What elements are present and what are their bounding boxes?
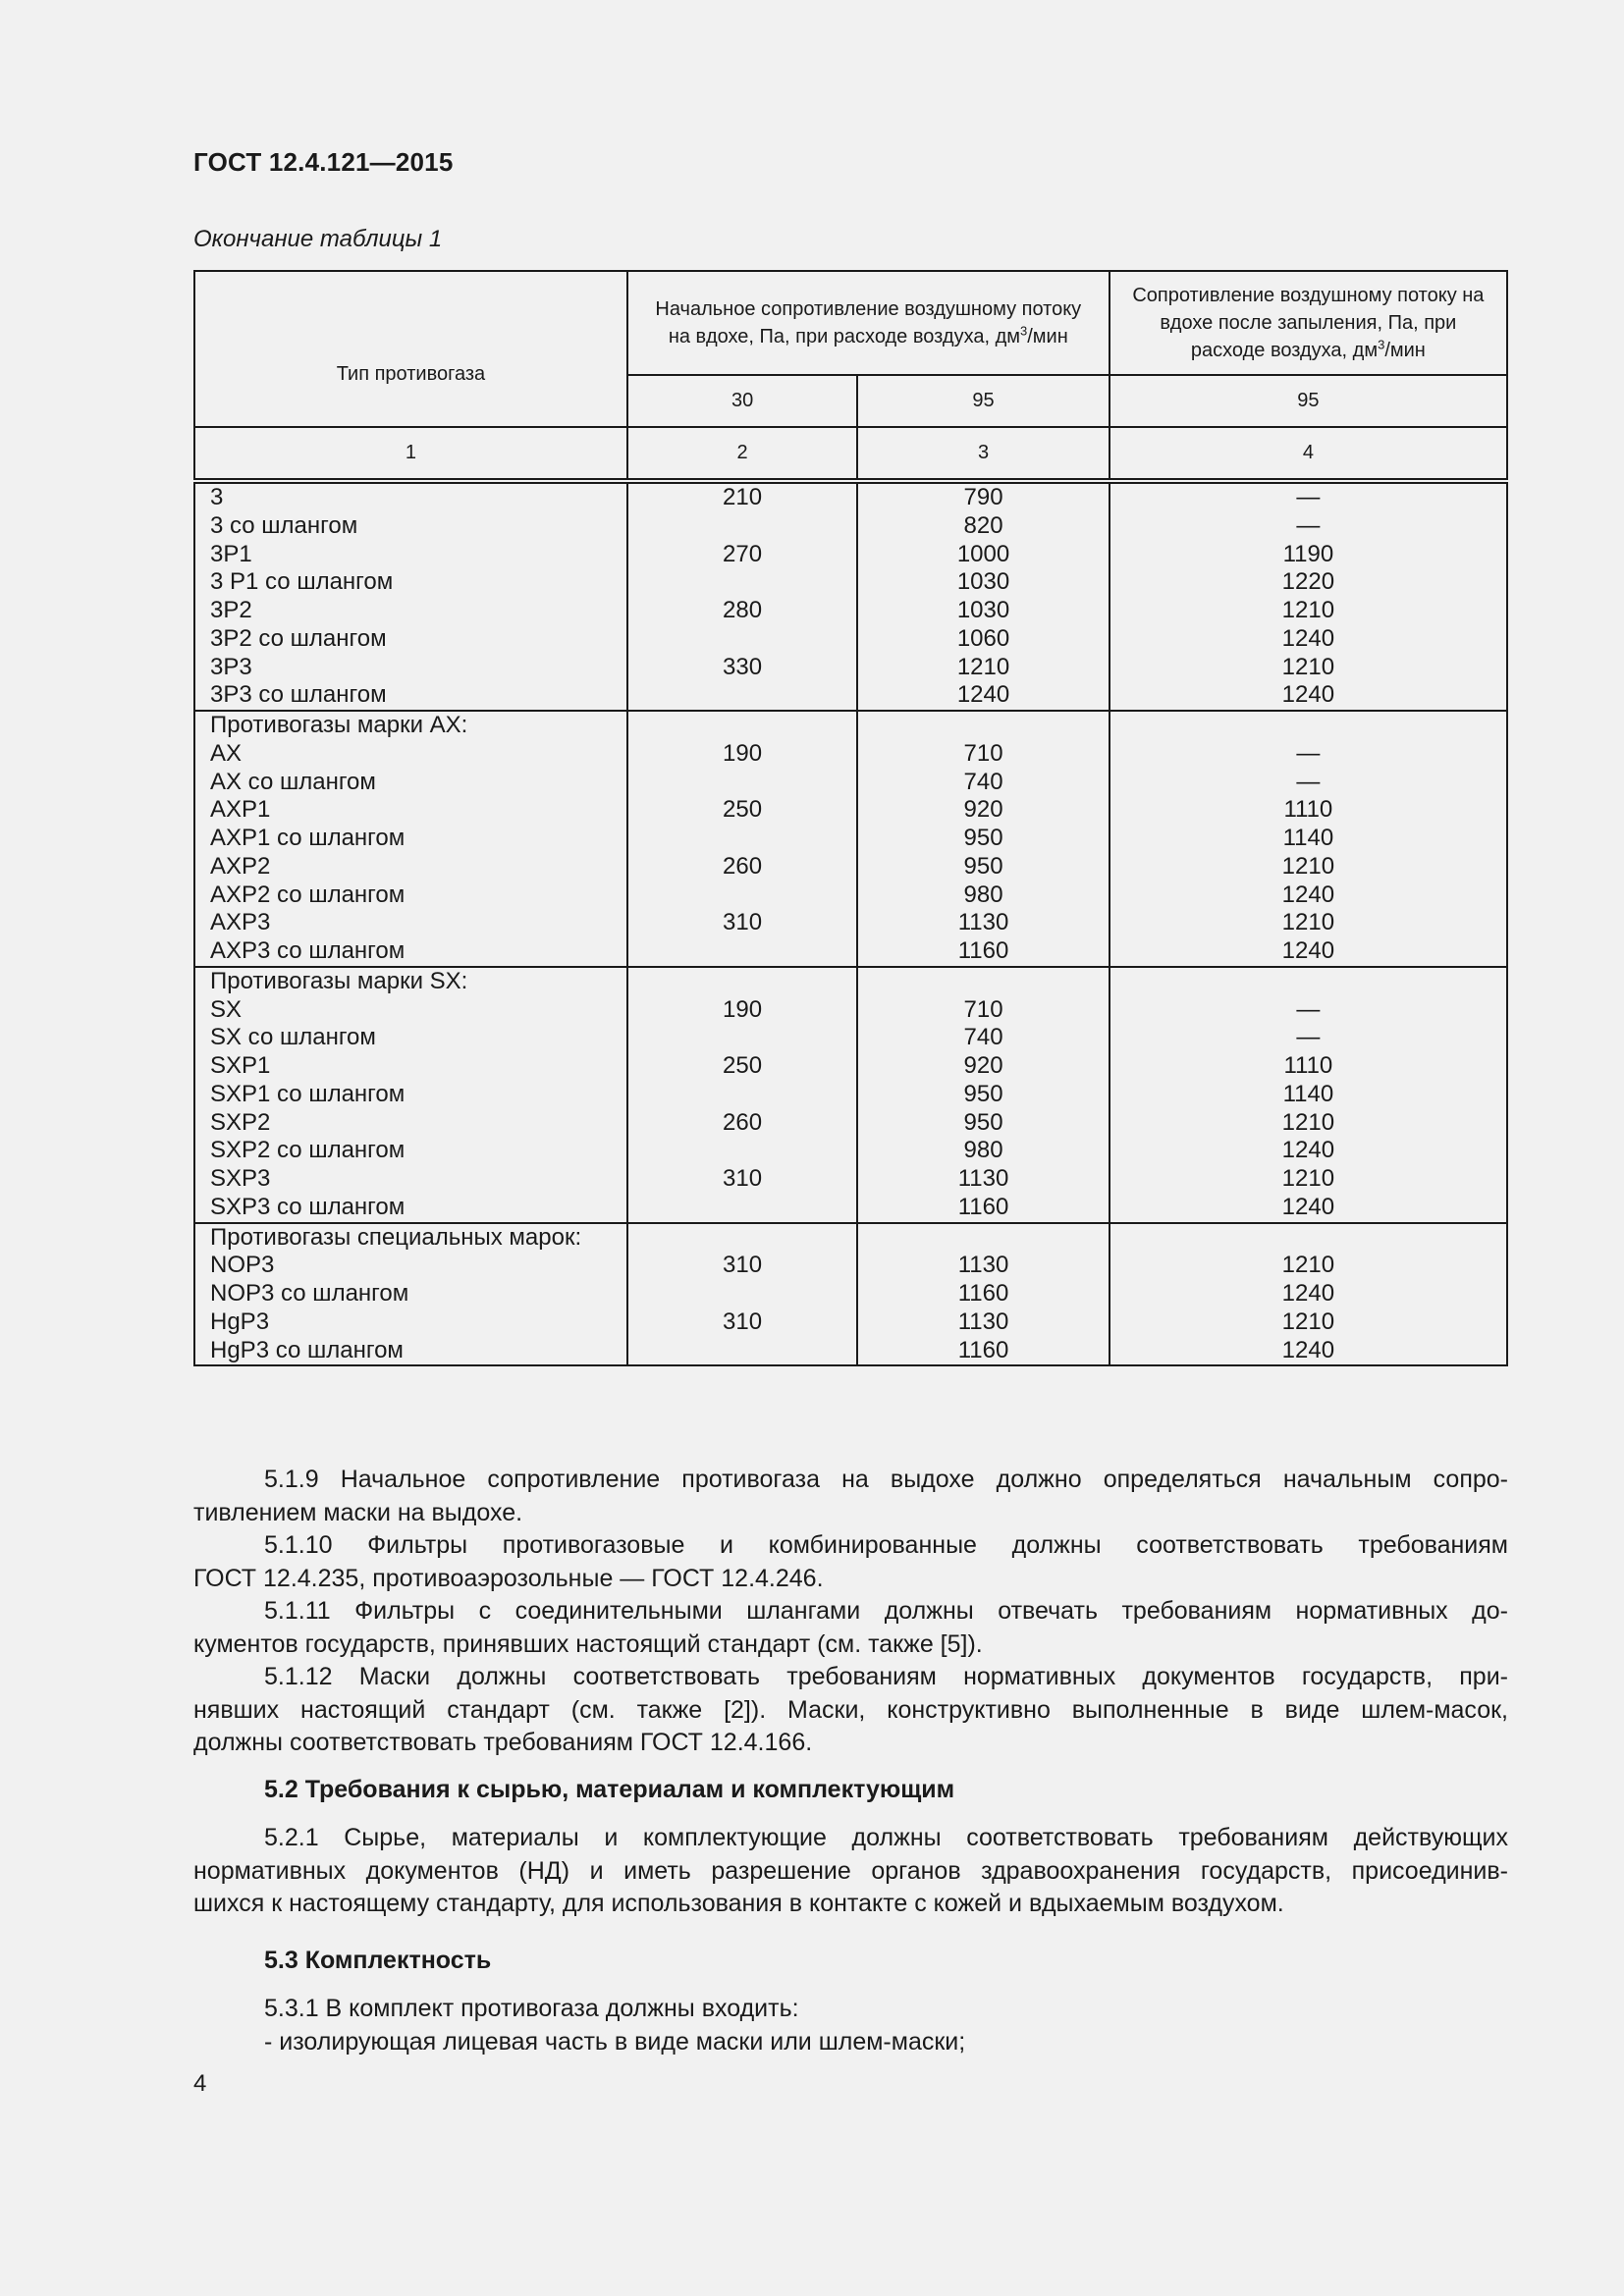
paragraph-5-2-1 — [193, 1822, 1508, 1921]
dusty-95-cell — [1110, 481, 1507, 711]
table-row — [194, 967, 1507, 1223]
cell-line: 190 — [723, 995, 763, 1023]
paragraph-line: 5.1.11 Фильтры с соединительными шлангами должны отвечать требованиям нормативных до- — [264, 1597, 1508, 1625]
cell-line — [628, 1337, 856, 1365]
cell-line: 3P2 — [210, 597, 252, 623]
cell-line: 1240 — [1281, 1336, 1335, 1363]
cell-line: 1130 — [957, 1165, 1009, 1192]
paragraph-line: нявших настоящий стандарт (см. также [2]). Маски, конструктивно выполненные в виде шлем-масок, — [193, 1695, 1508, 1724]
cell-line: 1240 — [956, 681, 1010, 709]
cell-line: 210 — [723, 484, 763, 510]
cell-line: 1130 — [957, 1252, 1009, 1279]
cell-line: 1210 — [1281, 1165, 1335, 1192]
cell-line: АХ — [210, 739, 243, 767]
cell-line: 1210 — [1281, 597, 1335, 623]
paragraph-5-1-11 — [193, 1595, 1508, 1661]
table-caption: Окончание таблицы 1 — [193, 226, 443, 252]
initial-30-cell — [627, 481, 857, 711]
dusty-95-cell — [1110, 1223, 1507, 1366]
cell-line: 950 — [963, 1108, 1003, 1136]
cell-line: — — [1296, 768, 1321, 795]
header-flow-95: 95 — [857, 375, 1109, 427]
cell-line: 1030 — [956, 568, 1010, 596]
cell-line: 1240 — [1281, 881, 1335, 908]
cell-line: 1110 — [1283, 1052, 1333, 1079]
cell-line: АХР3 со шлангом — [210, 937, 406, 964]
cell-line: АХР2 со шлангом — [210, 881, 406, 908]
cell-line: 260 — [723, 852, 763, 880]
cell-line — [628, 1280, 856, 1308]
cell-line: 1160 — [957, 1336, 1009, 1363]
mask-type-cell — [194, 481, 627, 711]
header-dusty-resistance — [1110, 271, 1507, 375]
cell-line: 710 — [963, 739, 1003, 767]
cell-line — [628, 769, 856, 797]
cell-line: 310 — [723, 909, 763, 936]
header-flow-95-dusty: 95 — [1110, 375, 1507, 427]
cell-line — [628, 1137, 856, 1165]
paragraph-5-1-12 — [193, 1661, 1508, 1760]
mask-type-cell — [194, 1223, 627, 1366]
cell-line — [628, 881, 856, 910]
table-row — [194, 1223, 1507, 1366]
cell-line: — — [1296, 739, 1321, 767]
cell-line: 1110 — [1283, 796, 1333, 824]
cell-line: 1210 — [1281, 1252, 1335, 1279]
cell-line: 920 — [963, 1052, 1003, 1079]
column-number-3: 3 — [857, 427, 1109, 481]
cell-line: 1210 — [1281, 852, 1335, 880]
unit-exponent: 3 — [1020, 323, 1028, 339]
cell-line: 1000 — [956, 540, 1010, 567]
initial-95-cell — [857, 1223, 1109, 1366]
paragraph-line: 5.1.12 Маски должны соответствовать требованиям нормативных документов государств, при- — [264, 1663, 1508, 1690]
cell-line: Противогазы марки АХ: — [210, 712, 468, 738]
cell-line: — — [1296, 995, 1321, 1023]
cell-line: 1190 — [1282, 540, 1334, 567]
cell-line: SXP2 со шлангом — [210, 1137, 406, 1164]
initial-95-cell — [857, 711, 1109, 967]
paragraph-line: нормативных документов (НД) и иметь разрешение органов здравоохранения государств, присоединив- — [193, 1856, 1508, 1885]
cell-line: SXP2 — [210, 1108, 271, 1136]
table-body — [194, 481, 1507, 1365]
cell-line — [628, 1081, 856, 1109]
cell-line: 3 со шлангом — [210, 511, 358, 539]
cell-line: 950 — [963, 1080, 1003, 1107]
cell-line: 920 — [963, 796, 1003, 824]
cell-line: 820 — [963, 511, 1003, 539]
cell-line — [628, 625, 856, 654]
cell-line: 330 — [723, 653, 763, 680]
header-mask-type — [194, 271, 627, 427]
cell-line: HgP3 — [210, 1308, 270, 1335]
dusty-95-cell — [1110, 967, 1507, 1223]
cell-line: 1210 — [1281, 653, 1335, 680]
cell-line — [628, 712, 856, 740]
cell-line — [858, 968, 1108, 996]
cell-line: 740 — [963, 1024, 1003, 1051]
cell-line: 1140 — [1282, 825, 1334, 851]
cell-line: NOP3 — [210, 1252, 275, 1279]
cell-line — [628, 1024, 856, 1052]
cell-line: 1240 — [1281, 624, 1335, 652]
cell-line: 310 — [723, 1252, 763, 1279]
cell-line: 1220 — [1281, 568, 1335, 596]
cell-line: 1160 — [957, 1193, 1009, 1220]
cell-line: 3 — [210, 484, 224, 510]
cell-line: — — [1296, 1024, 1321, 1051]
table-row — [194, 711, 1507, 967]
page-number: 4 — [193, 2070, 207, 2097]
column-number-2: 2 — [627, 427, 857, 481]
cell-line: 1240 — [1281, 1137, 1335, 1164]
cell-line — [628, 968, 856, 996]
cell-line: 790 — [963, 484, 1003, 510]
cell-line: SXP1 со шлангом — [210, 1080, 406, 1107]
cell-line: 1240 — [1281, 1193, 1335, 1220]
cell-line: АХР2 — [210, 852, 271, 880]
cell-line: 1160 — [957, 1280, 1009, 1307]
cell-line: 1240 — [1281, 1280, 1335, 1307]
cell-line: 260 — [723, 1108, 763, 1136]
cell-line: 3P2 со шлангом — [210, 624, 387, 652]
paragraph-line: ГОСТ 12.4.235, противоаэрозольные — ГОСТ 12.4.246. — [193, 1564, 824, 1592]
mask-type-cell — [194, 967, 627, 1223]
cell-line: 3P3 со шлангом — [210, 681, 387, 709]
section-title-5-3: 5.3 Комплектность — [264, 1947, 492, 1974]
cell-line: 190 — [723, 739, 763, 767]
cell-line: 980 — [963, 881, 1003, 908]
header-mask-type-label: Тип противогаза — [336, 362, 486, 385]
cell-line: 980 — [963, 1137, 1003, 1164]
cell-line — [628, 937, 856, 966]
cell-line: SX — [210, 995, 243, 1023]
cell-line: 3P1 — [210, 540, 252, 567]
cell-line — [628, 681, 856, 710]
paragraph-line: кументов государств, принявших настоящий стандарт (см. также [5]). — [193, 1629, 983, 1658]
paragraph-line: 5.3.1 В комплект противогаза должны входить: — [264, 1995, 799, 2022]
paragraph-line: 5.1.10 Фильтры противогазовые и комбинированные должны соответствовать требованиям — [264, 1531, 1508, 1559]
paragraph-line: тивлением маски на выдохе. — [193, 1498, 523, 1526]
initial-95-cell — [857, 967, 1109, 1223]
cell-line: АХР3 — [210, 909, 271, 936]
paragraph-line: должны соответствовать требованиям ГОСТ 12.4.166. — [193, 1729, 813, 1756]
cell-line: 280 — [723, 597, 763, 623]
cell-line: АХ со шлангом — [210, 768, 376, 795]
cell-line: 1030 — [956, 597, 1010, 623]
cell-line: 310 — [723, 1308, 763, 1335]
cell-line — [858, 712, 1108, 740]
cell-line: SXP3 со шлангом — [210, 1193, 406, 1220]
cell-line: 1210 — [956, 653, 1010, 680]
cell-line — [628, 512, 856, 541]
initial-30-cell — [627, 1223, 857, 1366]
cell-line: 250 — [723, 1052, 763, 1079]
unit-suffix: /мин — [1384, 340, 1426, 361]
paragraph-line: 5.1.9 Начальное сопротивление противогаза на выдохе должно определяться начальным сопро- — [264, 1466, 1508, 1493]
cell-line: — — [1296, 511, 1321, 539]
cell-line: 1060 — [956, 624, 1010, 652]
cell-line: 1210 — [1281, 1108, 1335, 1136]
cell-line: 950 — [963, 852, 1003, 880]
paragraph-5-1-9 — [193, 1464, 1508, 1529]
header-initial-resistance — [627, 271, 1110, 375]
cell-line — [1110, 1224, 1506, 1253]
cell-line: HgP3 со шлангом — [210, 1336, 404, 1363]
column-number-4: 4 — [1110, 427, 1507, 481]
initial-95-cell — [857, 481, 1109, 711]
cell-line: 310 — [723, 1165, 763, 1192]
table-row — [194, 481, 1507, 711]
cell-line — [628, 825, 856, 853]
cell-line: 1210 — [1281, 909, 1335, 936]
cell-line: 3P3 — [210, 653, 252, 680]
cell-line: 1240 — [1281, 937, 1335, 964]
unit-exponent: 3 — [1378, 337, 1385, 352]
header-initial-resistance-label: Начальное сопротивление воздушному потоку на вдохе, Па, при расходе воздуха, дм — [655, 298, 1082, 347]
initial-30-cell — [627, 711, 857, 967]
column-number-1: 1 — [194, 427, 627, 481]
cell-line: SXP1 — [210, 1052, 271, 1079]
unit-suffix: /мин — [1027, 326, 1068, 347]
cell-line: — — [1296, 484, 1321, 510]
cell-line: Противогазы специальных марок: — [210, 1223, 582, 1251]
initial-30-cell — [627, 967, 857, 1223]
cell-line: 950 — [963, 825, 1003, 851]
paragraph-5-3-1 — [193, 1993, 1508, 2058]
cell-line: 710 — [963, 995, 1003, 1023]
cell-line — [1110, 712, 1506, 740]
cell-line: 1240 — [1281, 681, 1335, 709]
paragraph-line: шихся к настоящему стандарту, для использования в контакте с кожей и вдыхаемым воздухом. — [193, 1890, 1284, 1917]
cell-line: 1130 — [957, 1308, 1009, 1335]
gas-mask-resistance-table — [193, 270, 1508, 1366]
cell-line — [628, 1224, 856, 1253]
cell-line: SX со шлангом — [210, 1024, 376, 1051]
cell-line: NOP3 со шлангом — [210, 1280, 409, 1307]
paragraph-5-1-10 — [193, 1529, 1508, 1595]
cell-line — [628, 568, 856, 597]
header-flow-30: 30 — [627, 375, 857, 427]
cell-line: 1130 — [957, 909, 1009, 936]
cell-line: Противогазы марки SX: — [210, 967, 468, 994]
cell-line: SXP3 — [210, 1165, 271, 1192]
cell-line: АХР1 со шлангом — [210, 825, 406, 851]
header-dusty-resistance-label: Сопротивление воздушному потоку на вдохе после запыления, Па, при расходе воздуха, дм — [1132, 285, 1485, 361]
cell-line: 3 P1 со шлангом — [210, 568, 394, 596]
list-item: - изолирующая лицевая часть в виде маски или шлем-маски; — [264, 2027, 966, 2056]
cell-line: 250 — [723, 796, 763, 824]
section-title-5-2: 5.2 Требования к сырью, материалам и комплектующим — [264, 1776, 955, 1803]
cell-line: 270 — [723, 540, 763, 567]
cell-line — [1110, 968, 1506, 996]
document-code-header: ГОСТ 12.4.121—2015 — [193, 147, 454, 177]
dusty-95-cell — [1110, 711, 1507, 967]
cell-line: 1210 — [1281, 1308, 1335, 1335]
paragraph-line: 5.2.1 Сырье, материалы и комплектующие должны соответствовать требованиям действующих — [264, 1824, 1508, 1851]
cell-line — [628, 1194, 856, 1222]
cell-line: АХР1 — [210, 796, 271, 824]
cell-line: 1140 — [1282, 1080, 1334, 1107]
cell-line — [858, 1224, 1108, 1253]
cell-line: 740 — [963, 768, 1003, 795]
mask-type-cell — [194, 711, 627, 967]
cell-line: 1160 — [957, 937, 1009, 964]
